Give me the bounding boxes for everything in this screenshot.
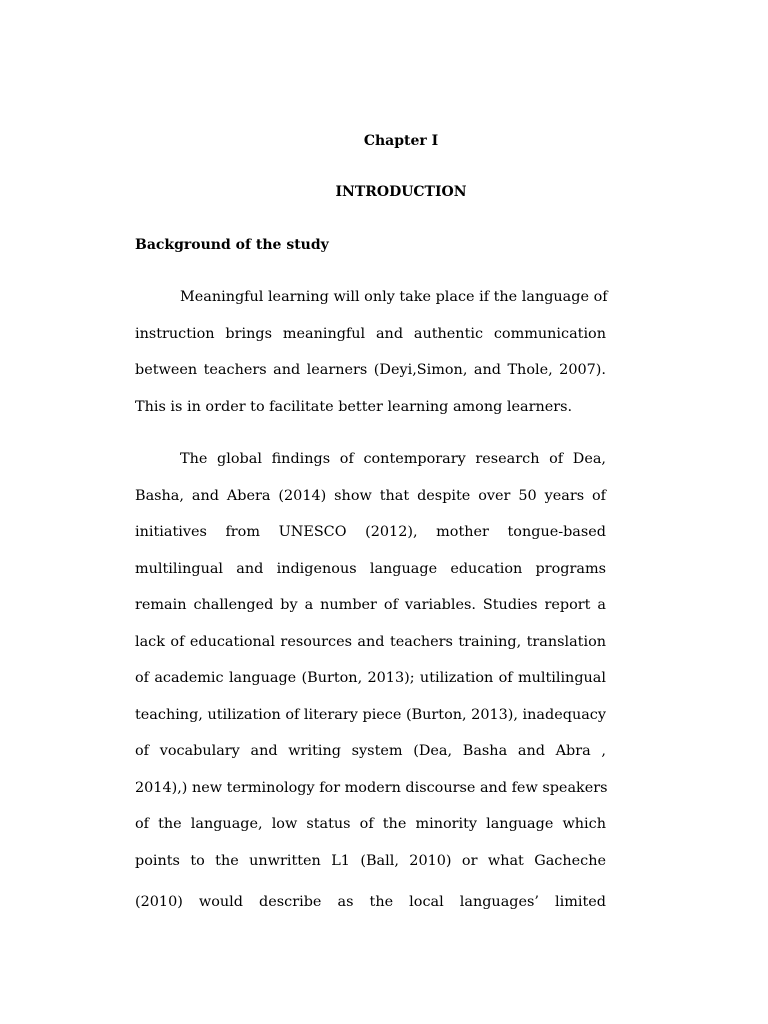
section-heading: Background of the study (135, 237, 329, 253)
paragraph-2 (135, 449, 606, 928)
paragraph-line: This is in order to facilitate better learning among learners. (135, 398, 573, 415)
paragraph-line: of academic language (Burton, 2013); utilization of multilingual (135, 670, 606, 686)
paragraph-line: lack of educational resources and teachers training, translation (135, 633, 606, 650)
paragraph-line: between teachers and learners (Deyi,Simon, and Thole, 2007). (135, 362, 606, 378)
paragraph-line: 2014),) new terminology for modern discourse and few speakers (135, 779, 608, 796)
paragraph-line: of vocabulary and writing system (Dea, Basha and Abra , (135, 743, 606, 759)
paragraph-line: instruction brings meaningful and authentic communication (135, 325, 606, 342)
paragraph-line: remain challenged by a number of variables. Studies report a (135, 597, 606, 613)
paragraph-1 (135, 287, 606, 433)
paragraph-line: teaching, utilization of literary piece (Burton, 2013), inadequacy (135, 706, 606, 723)
chapter-label: Chapter I (363, 133, 439, 149)
chapter-title: INTRODUCTION (335, 184, 467, 200)
paragraph-line: Basha, and Abera (2014) show that despite over 50 years of (135, 487, 606, 504)
paragraph-line: points to the unwritten L1 (Ball, 2010) or what Gacheche (135, 852, 606, 869)
paragraph-line: initiatives from UNESCO (2012), mother tongue-based (135, 524, 606, 540)
paragraph-line: The global findings of contemporary research of Dea, (180, 451, 606, 467)
paragraph-line: (2010) would describe as the local languages’ limited (135, 893, 606, 910)
paragraph-line: multilingual and indigenous language education programs (135, 560, 606, 577)
paragraph-line: Meaningful learning will only take place if the language of (180, 289, 608, 305)
paragraph-line: of the language, low status of the minority language which (135, 816, 606, 832)
